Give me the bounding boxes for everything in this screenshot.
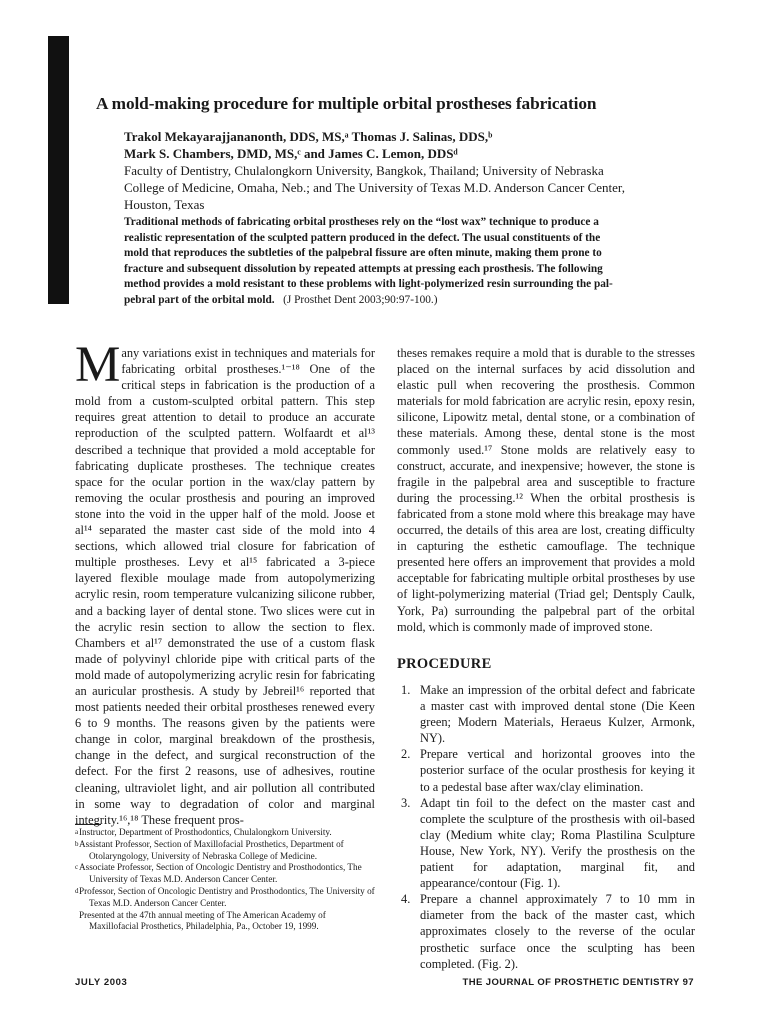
procedure-step: [397, 891, 695, 971]
side-bar-decoration: [48, 36, 69, 304]
footnote-presented: [75, 910, 377, 934]
abstract: [124, 215, 664, 309]
abstract-text: pebral part of the orbital mold.: [124, 293, 275, 306]
footnote-mark: d: [75, 886, 79, 895]
author-line-1: Trakol Mekayarajjananonth, DDS, MS,ᵃ Thomas J. Salinas, DDS,ᵇ: [124, 129, 493, 144]
intro-text: any variations exist in techniques and materials for fabricating orbital prostheses.¹⁻¹⁸ One of the critical steps in fabrication is the production of a mold from a custom-sculpted orbital pattern. This step requires great attention to detail to produce an accurate reproduction of the sculpted pattern. Wolfaardt et al¹³ described a technique that provided a mold acceptable for fabricating duplicate prostheses. The technique creates space for the ocular portion in the wax/clay pattern by removing the ocular prosthesis and pouring an improved stone into the void in the upper half of the mold. Joose et al¹⁴ separated the master cast side of the mold into 4 sections, which allowed trial closure for fabrication of multiple prostheses. Levy et al¹⁵ fabricated a 3-piece layered flexible moulage made from autopolymerizing acrylic resin, room temperature vulcanizing silicone rubber, and a backing layer of dental stone. Two slices were cut in the acrylic resin section to allow the section to flex. Chambers et al¹⁷ demonstrated the use of a custom flask made of polyvinyl chloride pipe with critical parts of the mold made of autopolymerizing acrylic resin for fabricating an auricular prosthesis. A study by Jebreil¹⁶ reported that most patients needed their orbital prostheses renewed every 6 to 9 months. The reasons given by the patients were change in color, marginal breakdown of the prosthesis, change in the defect, and surgical reconstruction of the defect. For the first 2 reasons, use of adhesives, routine cleaning, ultraviolet light, and air pollution all contributed in some way to degradation of color and marginal integrity.¹⁶,¹⁸ These frequent pros-: [75, 346, 375, 827]
step-text: Prepare vertical and horizontal grooves into the posterior surface of the ocular prosthesis for keying it to a pedestal base after wax/clay elimination.: [420, 747, 695, 794]
footnote-mark: c: [75, 863, 79, 872]
step-text: Make an impression of the orbital defect and fabricate a master cast with improved dental stone (Die Keen green; Modern Materials, Heraeus Kulzer, Armonk, NY).: [420, 683, 695, 746]
footnote: [75, 839, 377, 863]
body-column-right: [397, 345, 695, 635]
procedure-step: [397, 795, 695, 892]
footnote: [75, 827, 377, 839]
footnote-text: Associate Professor, Section of Oncologic Dentistry and Prosthodontics, The University of Texas M.D. Anderson Cancer Center.: [79, 862, 362, 885]
procedure-heading: PROCEDURE: [397, 656, 492, 672]
abstract-line: Traditional methods of fabricating orbital prostheses rely on the “lost wax” technique to produce a: [124, 216, 599, 228]
footer-journal: THE JOURNAL OF PROSTHETIC DENTISTRY 97: [462, 977, 694, 988]
affiliation-line: College of Medicine, Omaha, Neb.; and The University of Texas M.D. Anderson Cancer Center,: [124, 180, 625, 195]
abstract-line: method provides a mold resistant to these problems with light-polymerized resin surrounding the pal-: [124, 278, 613, 291]
footnote-text: Assistant Professor, Section of Maxillofacial Prosthetics, Department of Otolaryngology, University of Nebraska College of Medicine.: [79, 838, 344, 861]
step-number: 2.: [401, 747, 411, 762]
footnote-mark: b: [75, 839, 79, 848]
procedure-steps: [397, 682, 695, 972]
step-number: 3.: [401, 795, 411, 810]
procedure-step: [397, 682, 695, 746]
step-text: Adapt tin foil to the defect on the master cast and complete the sculpture of the prosthesis with oil-based clay (Medium white clay; Roma Plastilina Sculpture House, New York, NY). Verify the prosthesis on the patient for adaptation, marginal fit, and appearance/contour (Fig. 1).: [420, 795, 695, 891]
procedure-step: [397, 746, 695, 794]
footnote-divider: [75, 824, 101, 825]
footnote-text: Professor, Section of Oncologic Dentistry and Prosthodontics, The University of Texas M.D. Anderson Cancer Center.: [79, 885, 375, 908]
author-list: [124, 128, 492, 162]
article-title: A mold-making procedure for multiple orbital prostheses fabrication: [96, 94, 597, 113]
abstract-line: mold that reproduces the subtleties of the palpebral fissure are often minute, making them prone to: [124, 247, 602, 260]
step-text: Prepare a channel approximately 7 to 10 mm in diameter from the back of the master cast, which approximates closely to the reverse of the ocular prosthetic surface once the sculpting has been completed. (Fig. 2).: [420, 892, 695, 971]
footnotes: [75, 827, 377, 933]
abstract-last-line: [124, 293, 664, 309]
footnote: [75, 862, 377, 886]
affiliation-line: Houston, Texas: [124, 197, 205, 212]
body-column-left: [75, 337, 375, 828]
drop-cap: M: [75, 337, 121, 393]
footnote-text: Presented at the 47th annual meeting of The American Academy of Maxillofacial Prosthetics, Philadelphia, Pa., October 19, 1999.: [79, 909, 326, 932]
body-paragraph: theses remakes require a mold that is durable to the stresses placed on the internal surfaces by acid dissolution and elastic pull when recovering the prosthesis. Common materials for mold fabrication are acrylic resin, epoxy resin, silicone, Lipowitz metal, dental stone, or a combination of these materials. Among these, dental stone is the most commonly used.¹⁷ Stone molds are relatively easy to construct, accurate, and inexpensive; however, the stone is fragile in the palpebral area and susceptible to fracture during the processing.¹² When the orbital prosthesis is fabricated from a stone mold where this breakage may have occurred, the details of this area are lost, creating difficulty in capturing the esthetic camouflage. The technique presented here offers an improvement that provides a mold acceptable for fabricating multiple orbital prostheses by use of light-polymerizing material (Triad gel; Dentsply Caulk, York, Pa) surrounding the palpebral part of the orbital mold, which is commonly made of improved stone.: [397, 346, 695, 634]
affiliation-line: Faculty of Dentistry, Chulalongkorn University, Bangkok, Thailand; University of Nebraska: [124, 163, 604, 178]
step-number: 4.: [401, 892, 411, 907]
abstract-line: realistic representation of the sculpted pattern produced in the defect. The usual constituents of the: [124, 231, 601, 244]
abstract-line: fracture and subsequent dissolution by repeated attempts at pressing each prosthesis. The following: [124, 262, 603, 275]
footnote: [75, 886, 377, 910]
footnote-mark: a: [75, 828, 79, 836]
intro-paragraph: [75, 337, 375, 828]
author-line-2: Mark S. Chambers, DMD, MS,ᶜ and James C. Lemon, DDSᵈ: [124, 146, 458, 161]
step-number: 1.: [401, 683, 411, 697]
footer-date: JULY 2003: [75, 977, 128, 988]
citation: (J Prosthet Dent 2003;90:97-100.): [283, 293, 438, 306]
footnote-text: Instructor, Department of Prosthodontics, Chulalongkorn University.: [79, 827, 332, 837]
affiliation: [124, 162, 684, 213]
